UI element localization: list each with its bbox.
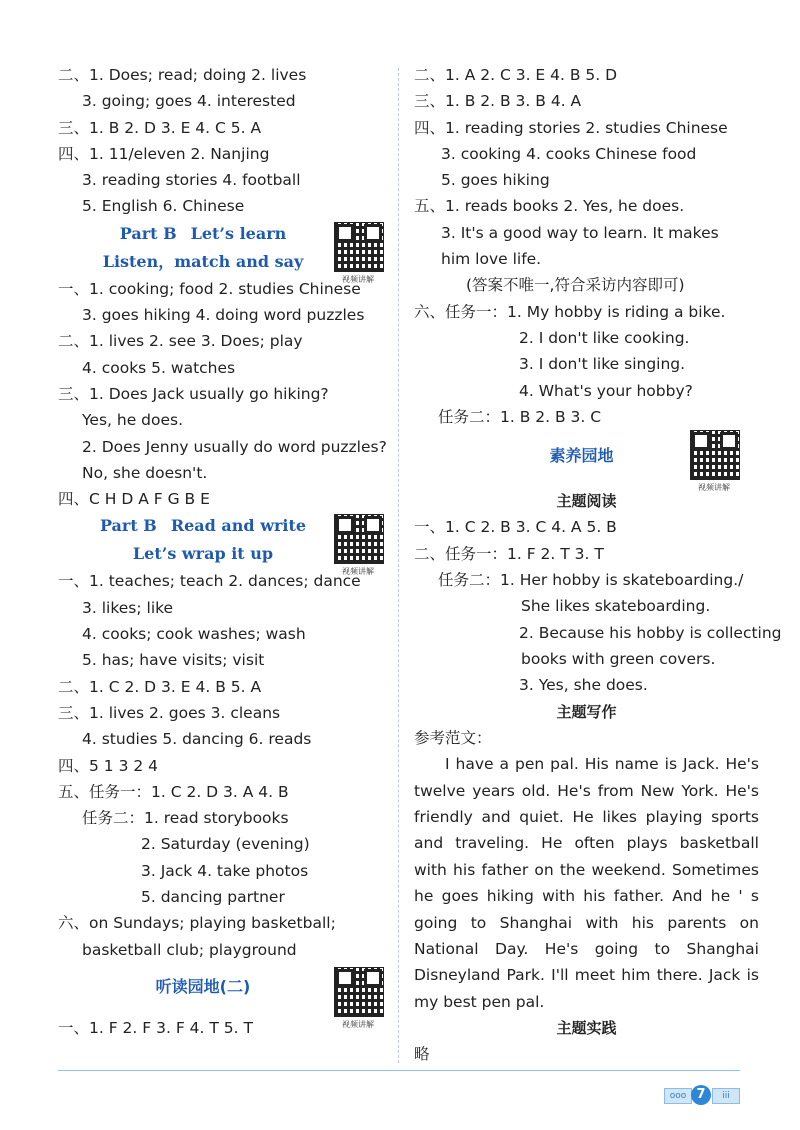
answer-line: 3. Yes, she does. bbox=[519, 676, 648, 695]
answer-line: 5. English 6. Chinese bbox=[82, 197, 245, 216]
answer-line: 四、1. reading stories 2. studies Chinese bbox=[414, 118, 728, 137]
answer-line: 3. reading stories 4. football bbox=[82, 171, 301, 190]
page-number: 7 bbox=[691, 1085, 711, 1105]
answer-line: 任务二：1. read storybooks bbox=[82, 809, 289, 828]
column-divider bbox=[398, 68, 399, 1063]
practice-answer: 略 bbox=[414, 1045, 430, 1064]
answer-line: 三、1. B 2. D 3. E 4. C 5. A bbox=[58, 118, 262, 137]
practice-title: 主题实践 bbox=[556, 1019, 617, 1038]
answer-line: 4. studies 5. dancing 6. reads bbox=[82, 730, 312, 749]
answer-line: 2. Does Jenny usually do word puzzles? bbox=[82, 437, 387, 456]
answer-line: 一、1. teaches; teach 2. dances; dance bbox=[58, 572, 361, 591]
section-subtitle: Listen，match and say bbox=[102, 251, 304, 271]
answer-line: 2. I don't like cooking. bbox=[519, 328, 690, 347]
answer-line: 三、1. B 2. B 3. B 4. A bbox=[414, 92, 582, 111]
answer-line: him love life. bbox=[441, 250, 542, 269]
answers-block-3 bbox=[58, 568, 388, 962]
answer-line: 四、C H D A F G B E bbox=[58, 490, 210, 509]
answer-line: 5. dancing partner bbox=[141, 888, 285, 907]
footer-line bbox=[58, 1070, 740, 1071]
qr-code-icon[interactable] bbox=[334, 222, 384, 272]
qr-caption: 视频讲解 bbox=[342, 567, 374, 577]
answer-line: Yes, he does. bbox=[82, 411, 184, 430]
answer-line: 4. What's your hobby? bbox=[519, 381, 693, 400]
answer-line: 3. cooking 4. cooks Chinese food bbox=[441, 144, 697, 163]
answer-line: 四、1. 11/eleven 2. Nanjing bbox=[58, 144, 270, 163]
section-title-name: Let’s learn bbox=[190, 223, 287, 243]
answer-line: 五、任务一：1. C 2. D 3. A 4. B bbox=[58, 782, 289, 801]
answer-line: 五、1. reads books 2. Yes, he does. bbox=[414, 197, 685, 216]
answer-line: 四、5 1 3 2 4 bbox=[58, 756, 159, 775]
answer-line: 六、任务一：1. My hobby is riding a bike. bbox=[414, 302, 726, 321]
answers-block-1 bbox=[414, 62, 759, 430]
right-column bbox=[414, 62, 782, 1068]
section-title: 素养园地 bbox=[549, 446, 614, 466]
answer-line: 一、1. F 2. F 3. F 4. T 5. T bbox=[58, 1018, 253, 1037]
answer-line: 二、任务一：1. F 2. T 3. T bbox=[414, 544, 604, 563]
answer-line: 3. Jack 4. take photos bbox=[141, 861, 309, 880]
section-literacy bbox=[414, 430, 759, 493]
answer-line: 任务二：1. B 2. B 3. C bbox=[438, 407, 602, 426]
section-part-b-learn bbox=[58, 220, 388, 284]
answer-line: 3. likes; like bbox=[82, 598, 174, 617]
qr-caption: 视频讲解 bbox=[342, 274, 374, 284]
writing-title: 主题写作 bbox=[556, 702, 617, 721]
answer-line: 3. goes hiking 4. doing word puzzles bbox=[82, 306, 365, 325]
section-part-b-read bbox=[58, 512, 388, 577]
section-title: 听读园地(二) bbox=[155, 976, 251, 996]
answer-line: 三、1. lives 2. goes 3. cleans bbox=[58, 703, 281, 722]
answers-block-2 bbox=[58, 276, 388, 513]
answers-block-1 bbox=[58, 62, 388, 220]
qr-caption: 视频讲解 bbox=[342, 1019, 374, 1029]
section-title-part: Part B bbox=[119, 223, 177, 243]
answer-line: 一、1. cooking; food 2. studies Chinese bbox=[58, 279, 361, 298]
answer-line: 2. Because his hobby is collecting bbox=[519, 623, 782, 642]
page-deco-left: ooo bbox=[664, 1088, 692, 1104]
answer-line: 三、1. Does Jack usually go hiking? bbox=[58, 384, 329, 403]
answer-line: books with green covers. bbox=[521, 649, 716, 668]
answers-block-4 bbox=[58, 1015, 388, 1041]
answer-line: (答案不唯一,符合采访内容即可) bbox=[466, 276, 685, 295]
section-subtitle: Let’s wrap it up bbox=[132, 544, 274, 564]
qr-code-icon[interactable] bbox=[690, 430, 740, 480]
answers-block-2 bbox=[414, 514, 782, 698]
answer-line: No, she doesn't. bbox=[82, 463, 208, 482]
reference-label: 参考范文： bbox=[414, 728, 492, 747]
answer-line: 3. going; goes 4. interested bbox=[82, 92, 296, 111]
page-badge bbox=[664, 1085, 740, 1105]
answer-line: 一、1. C 2. B 3. C 4. A 5. B bbox=[414, 518, 617, 537]
answer-line: basketball club; playground bbox=[82, 940, 297, 959]
answer-line: 任务二：1. Her hobby is skateboarding./ bbox=[438, 571, 744, 590]
answer-line: 二、1. Does; read; doing 2. lives bbox=[58, 66, 307, 84]
answer-line: 六、on Sundays; playing basketball; bbox=[58, 914, 336, 933]
sample-essay: I have a pen pal. His name is Jack. He's twelve years old. He's from New York. He's friendly and quiet. He likes playing sports and traveling. He often plays basketball with his father on the weekend. Sometimes he goes hiking with his father. And he ' s going to Shanghai with his parents on National Day. He's going to Shanghai Disneyland Park. I'll meet him there. Jack is my best pen pal. bbox=[414, 755, 759, 1011]
reading-title: 主题阅读 bbox=[556, 492, 617, 511]
answer-line: 4. cooks; cook washes; wash bbox=[82, 625, 306, 644]
answer-line: 5. has; have visits; visit bbox=[82, 651, 265, 670]
qr-code-icon[interactable] bbox=[334, 967, 384, 1017]
answer-line: 3. I don't like singing. bbox=[519, 355, 686, 374]
answer-line: 二、1. A 2. C 3. E 4. B 5. D bbox=[414, 66, 618, 84]
section-title-part: Part B bbox=[99, 516, 157, 536]
answer-line: 4. cooks 5. watches bbox=[82, 358, 236, 377]
qr-code-icon[interactable] bbox=[334, 514, 384, 564]
answer-line: She likes skateboarding. bbox=[521, 597, 711, 616]
answer-line: 3. It's a good way to learn. It makes bbox=[441, 223, 719, 242]
qr-caption: 视频讲解 bbox=[698, 483, 730, 493]
page-deco-right: iii bbox=[712, 1088, 740, 1104]
answer-line: 二、1. C 2. D 3. E 4. B 5. A bbox=[58, 677, 262, 696]
answer-line: 二、1. lives 2. see 3. Does; play bbox=[58, 332, 303, 351]
left-column bbox=[58, 62, 388, 1041]
answer-line: 5. goes hiking bbox=[441, 171, 550, 190]
section-title-name: Read and write bbox=[170, 516, 307, 536]
answer-line: 2. Saturday (evening) bbox=[141, 835, 310, 854]
